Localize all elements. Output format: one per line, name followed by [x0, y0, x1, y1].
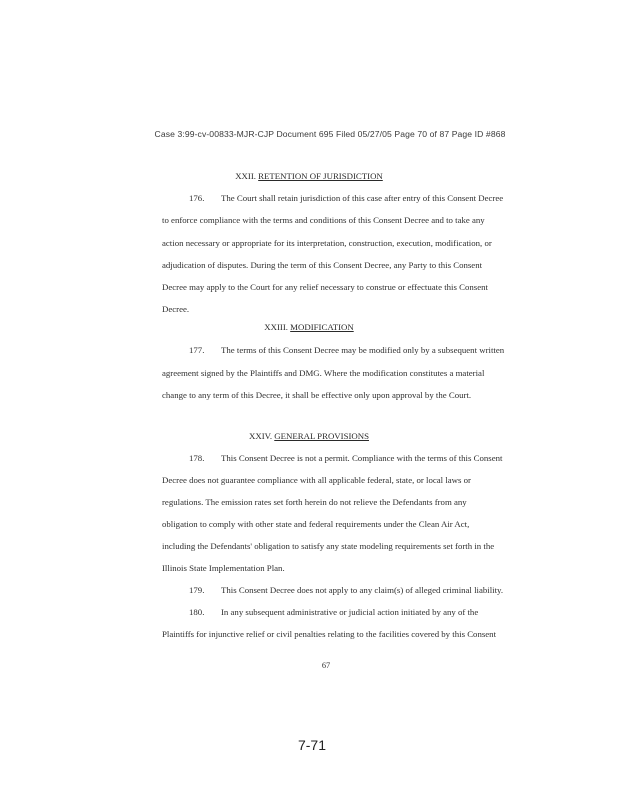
paragraph-number: 180. — [189, 607, 205, 617]
paragraph-180-line-1 — [189, 607, 478, 617]
page-number: 67 — [321, 661, 331, 670]
paragraph-176-line-5: Decree may apply to the Court for any relief necessary to construe or effectuate this Consent — [162, 282, 488, 292]
paragraph-179-line-1 — [189, 585, 503, 595]
section-title: RETENTION OF JURISDICTION — [258, 171, 383, 181]
paragraph-number: 178. — [189, 453, 205, 463]
section-heading-general-provisions — [0, 431, 618, 441]
section-numeral: XXIII. — [264, 322, 288, 332]
section-heading-modification — [0, 322, 618, 332]
section-title: MODIFICATION — [290, 322, 354, 332]
section-numeral: XXIV. — [249, 431, 273, 441]
paragraph-178-line-4: obligation to comply with other state and federal requirements under the Clean Air Act, — [162, 519, 470, 529]
paragraph-text: The terms of this Consent Decree may be modified only by a subsequent written — [221, 345, 505, 355]
paragraph-176-line-3: action necessary or appropriate for its interpretation, construction, execution, modification, or — [162, 238, 492, 248]
section-numeral: XXII. — [235, 171, 256, 181]
paragraph-177-line-1 — [189, 345, 504, 355]
paragraph-number: 179. — [189, 585, 205, 595]
paragraph-176-line-4: adjudication of disputes. During the term of this Consent Decree, any Party to this Consent — [162, 260, 483, 270]
paragraph-text: In any subsequent administrative or judicial action initiated by any of the — [221, 607, 479, 617]
paragraph-text: This Consent Decree is not a permit. Compliance with the terms of this Consent — [221, 453, 503, 463]
section-heading-retention — [0, 171, 618, 181]
section-title: GENERAL PROVISIONS — [274, 431, 369, 441]
paragraph-178-line-1 — [189, 453, 502, 463]
paragraph-number: 177. — [189, 345, 205, 355]
paragraph-176-line-2: to enforce compliance with the terms and conditions of this Consent Decree and to take any — [162, 215, 485, 225]
paragraph-text: This Consent Decree does not apply to any claim(s) of alleged criminal liability. — [221, 585, 504, 595]
paragraph-177-line-2: agreement signed by the Plaintiffs and DMG. Where the modification constitutes a material — [162, 368, 485, 378]
paragraph-177-line-3: change to any term of this Decree, it shall be effective only upon approval by the Court. — [162, 390, 472, 400]
paragraph-178-line-6: Illinois State Implementation Plan. — [162, 563, 285, 573]
paragraph-178-line-2: Decree does not guarantee compliance with all applicable federal, state, or local laws or — [162, 475, 471, 485]
footer-page-number: 7-71 — [297, 737, 327, 753]
paragraph-176-line-6: Decree. — [162, 304, 190, 314]
paragraph-180-line-2: Plaintiffs for injunctive relief or civil penalties relating to the facilities covered by this Consent — [162, 629, 497, 639]
paragraph-178-line-5: including the Defendants' obligation to satisfy any state modeling requirements set forth in the — [162, 541, 495, 551]
paragraph-text: The Court shall retain jurisdiction of this case after entry of this Consent Decree — [221, 193, 504, 203]
paragraph-number: 176. — [189, 193, 205, 203]
case-header: Case 3:99-cv-00833-MJR-CJP Document 695 Filed 05/27/05 Page 70 of 87 Page ID #868 — [154, 129, 506, 139]
paragraph-176-line-1 — [189, 193, 503, 203]
paragraph-178-line-3: regulations. The emission rates set forth herein do not relieve the Defendants from any — [162, 497, 467, 507]
